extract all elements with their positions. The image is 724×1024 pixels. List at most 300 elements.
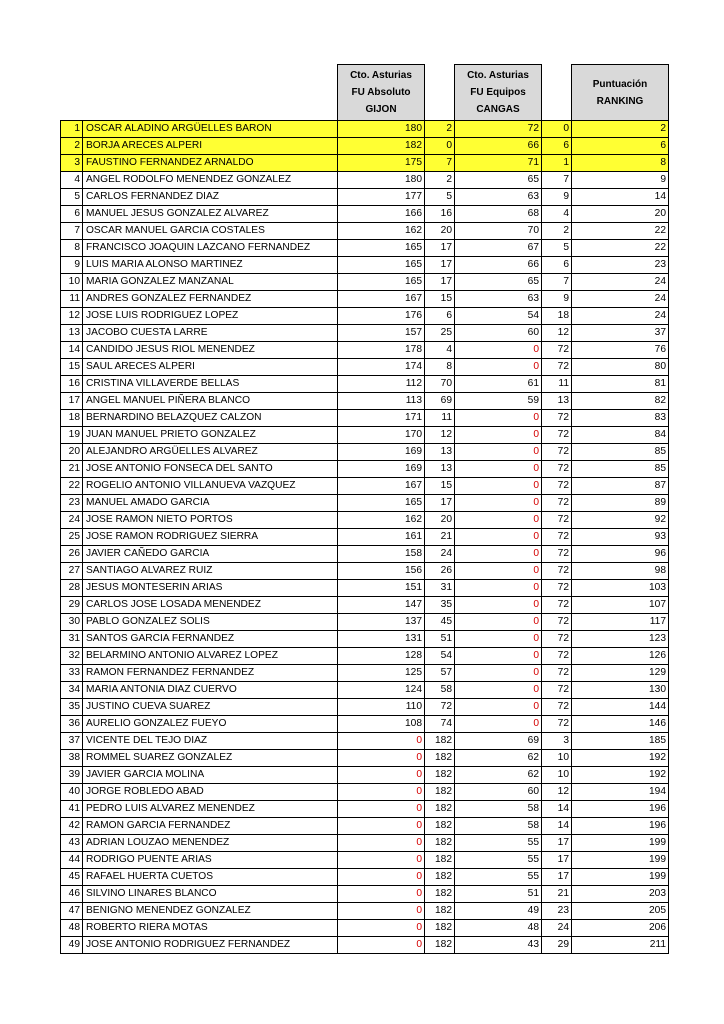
fu-absoluto-score: 167 — [338, 291, 425, 308]
table-row — [61, 597, 669, 614]
fu-absoluto-score: 156 — [338, 563, 425, 580]
fu-equipos-score: 65 — [455, 274, 542, 291]
fu-absoluto-points: 54 — [425, 648, 455, 665]
player-name: CARLOS FERNANDEZ DIAZ — [83, 189, 338, 206]
ranking-points: 117 — [572, 614, 669, 631]
player-name: FRANCISCO JOAQUIN LAZCANO FERNANDEZ — [83, 240, 338, 257]
ranking-points: 87 — [572, 478, 669, 495]
fu-absoluto-points: 15 — [425, 291, 455, 308]
table-row — [61, 138, 669, 155]
fu-equipos-points: 7 — [542, 274, 572, 291]
fu-equipos-score: 0 — [455, 495, 542, 512]
rank-position: 38 — [61, 750, 83, 767]
ranking-points: 107 — [572, 597, 669, 614]
fu-absoluto-points: 24 — [425, 546, 455, 563]
player-name: BORJA ARECES ALPERI — [83, 138, 338, 155]
ranking-points: 37 — [572, 325, 669, 342]
header-fu-absoluto — [338, 65, 425, 121]
fu-absoluto-points: 182 — [425, 920, 455, 937]
fu-equipos-points: 3 — [542, 733, 572, 750]
fu-equipos-score: 71 — [455, 155, 542, 172]
player-name: JOSE LUIS RODRIGUEZ LOPEZ — [83, 308, 338, 325]
fu-absoluto-score: 0 — [338, 818, 425, 835]
player-name: SANTIAGO ALVAREZ RUIZ — [83, 563, 338, 580]
fu-equipos-score: 62 — [455, 750, 542, 767]
rank-position: 48 — [61, 920, 83, 937]
fu-equipos-points: 72 — [542, 665, 572, 682]
ranking-points: 83 — [572, 410, 669, 427]
ranking-points: 185 — [572, 733, 669, 750]
table-row — [61, 937, 669, 954]
fu-equipos-score: 68 — [455, 206, 542, 223]
fu-absoluto-points: 13 — [425, 461, 455, 478]
fu-equipos-score: 62 — [455, 767, 542, 784]
fu-absoluto-points: 7 — [425, 155, 455, 172]
ranking-points: 205 — [572, 903, 669, 920]
fu-absoluto-score: 0 — [338, 852, 425, 869]
table-row — [61, 121, 669, 138]
table-row — [61, 393, 669, 410]
fu-absoluto-score: 131 — [338, 631, 425, 648]
fu-equipos-score: 58 — [455, 801, 542, 818]
fu-equipos-score: 63 — [455, 291, 542, 308]
fu-equipos-score: 0 — [455, 546, 542, 563]
rank-position: 2 — [61, 138, 83, 155]
rank-position: 36 — [61, 716, 83, 733]
fu-absoluto-score: 0 — [338, 801, 425, 818]
fu-absoluto-points: 25 — [425, 325, 455, 342]
fu-absoluto-points: 45 — [425, 614, 455, 631]
ranking-points: 22 — [572, 240, 669, 257]
table-row — [61, 631, 669, 648]
player-name: SILVINO LINARES BLANCO — [83, 886, 338, 903]
player-name: AURELIO GONZALEZ FUEYO — [83, 716, 338, 733]
fu-absoluto-points: 58 — [425, 682, 455, 699]
fu-equipos-score: 0 — [455, 716, 542, 733]
rank-position: 49 — [61, 937, 83, 954]
table-row — [61, 461, 669, 478]
fu-absoluto-points: 5 — [425, 189, 455, 206]
fu-absoluto-points: 74 — [425, 716, 455, 733]
ranking-points: 196 — [572, 801, 669, 818]
ranking-points: 85 — [572, 461, 669, 478]
fu-absoluto-points: 31 — [425, 580, 455, 597]
table-row — [61, 478, 669, 495]
fu-equipos-points: 72 — [542, 716, 572, 733]
player-name: LUIS MARIA ALONSO MARTINEZ — [83, 257, 338, 274]
player-name: SAUL ARECES ALPERI — [83, 359, 338, 376]
fu-equipos-points: 12 — [542, 325, 572, 342]
fu-absoluto-score: 177 — [338, 189, 425, 206]
table-row — [61, 903, 669, 920]
fu-equipos-score: 0 — [455, 427, 542, 444]
table-row — [61, 716, 669, 733]
table-row — [61, 359, 669, 376]
header-line: Puntuación — [592, 78, 648, 90]
fu-absoluto-points: 182 — [425, 733, 455, 750]
fu-equipos-score: 59 — [455, 393, 542, 410]
table-row — [61, 342, 669, 359]
fu-equipos-points: 17 — [542, 869, 572, 886]
ranking-points: 84 — [572, 427, 669, 444]
fu-equipos-points: 72 — [542, 444, 572, 461]
table-row — [61, 189, 669, 206]
ranking-points: 211 — [572, 937, 669, 954]
fu-absoluto-score: 137 — [338, 614, 425, 631]
fu-absoluto-score: 108 — [338, 716, 425, 733]
header-fu-equipos — [455, 65, 542, 121]
player-name: ALEJANDRO ARGÜELLES ALVAREZ — [83, 444, 338, 461]
header-line: Cto. Asturias — [467, 70, 529, 81]
table-row — [61, 665, 669, 682]
ranking-points: 24 — [572, 291, 669, 308]
rank-position: 29 — [61, 597, 83, 614]
player-name: RODRIGO PUENTE ARIAS — [83, 852, 338, 869]
player-name: JOSE RAMON NIETO PORTOS — [83, 512, 338, 529]
player-name: JAVIER GARCIA MOLINA — [83, 767, 338, 784]
rank-position: 11 — [61, 291, 83, 308]
fu-equipos-score: 0 — [455, 648, 542, 665]
fu-absoluto-points: 26 — [425, 563, 455, 580]
fu-equipos-score: 0 — [455, 342, 542, 359]
fu-absoluto-points: 72 — [425, 699, 455, 716]
fu-equipos-points: 13 — [542, 393, 572, 410]
rank-position: 16 — [61, 376, 83, 393]
fu-absoluto-score: 0 — [338, 767, 425, 784]
table-row — [61, 920, 669, 937]
rank-position: 1 — [61, 121, 83, 138]
rank-position: 22 — [61, 478, 83, 495]
fu-equipos-points: 7 — [542, 172, 572, 189]
fu-absoluto-score: 0 — [338, 784, 425, 801]
ranking-points: 81 — [572, 376, 669, 393]
fu-equipos-score: 66 — [455, 257, 542, 274]
ranking-points: 2 — [572, 121, 669, 138]
rank-position: 31 — [61, 631, 83, 648]
fu-equipos-points: 72 — [542, 512, 572, 529]
player-name: BELARMINO ANTONIO ALVAREZ LOPEZ — [83, 648, 338, 665]
fu-absoluto-points: 8 — [425, 359, 455, 376]
fu-equipos-score: 0 — [455, 512, 542, 529]
fu-absoluto-score: 162 — [338, 512, 425, 529]
player-name: MANUEL JESUS GONZALEZ ALVAREZ — [83, 206, 338, 223]
fu-absoluto-score: 128 — [338, 648, 425, 665]
ranking-points: 80 — [572, 359, 669, 376]
fu-absoluto-score: 169 — [338, 444, 425, 461]
rank-position: 5 — [61, 189, 83, 206]
fu-absoluto-points: 4 — [425, 342, 455, 359]
fu-absoluto-score: 151 — [338, 580, 425, 597]
table-row — [61, 223, 669, 240]
ranking-points: 8 — [572, 155, 669, 172]
fu-equipos-points: 72 — [542, 359, 572, 376]
rank-position: 25 — [61, 529, 83, 546]
rank-position: 42 — [61, 818, 83, 835]
rank-position: 19 — [61, 427, 83, 444]
table-row — [61, 495, 669, 512]
table-row — [61, 852, 669, 869]
fu-absoluto-score: 124 — [338, 682, 425, 699]
fu-absoluto-points: 182 — [425, 801, 455, 818]
ranking-points: 203 — [572, 886, 669, 903]
fu-absoluto-points: 69 — [425, 393, 455, 410]
fu-absoluto-score: 0 — [338, 903, 425, 920]
ranking-points: 129 — [572, 665, 669, 682]
rank-position: 27 — [61, 563, 83, 580]
fu-absoluto-points: 182 — [425, 818, 455, 835]
player-name: PABLO GONZALEZ SOLIS — [83, 614, 338, 631]
player-name: FAUSTINO FERNANDEZ ARNALDO — [83, 155, 338, 172]
player-name: JUAN MANUEL PRIETO GONZALEZ — [83, 427, 338, 444]
player-name: ROMMEL SUAREZ GONZALEZ — [83, 750, 338, 767]
table-row — [61, 733, 669, 750]
fu-absoluto-score: 174 — [338, 359, 425, 376]
rank-position: 35 — [61, 699, 83, 716]
fu-absoluto-points: 182 — [425, 767, 455, 784]
ranking-points: 146 — [572, 716, 669, 733]
table-rows — [61, 121, 669, 954]
ranking-points: 96 — [572, 546, 669, 563]
fu-equipos-points: 72 — [542, 478, 572, 495]
player-name: CARLOS JOSE LOSADA MENENDEZ — [83, 597, 338, 614]
fu-equipos-score: 72 — [455, 121, 542, 138]
player-name: RAMON GARCIA FERNANDEZ — [83, 818, 338, 835]
fu-absoluto-score: 0 — [338, 886, 425, 903]
fu-equipos-points: 72 — [542, 597, 572, 614]
fu-absoluto-points: 35 — [425, 597, 455, 614]
fu-absoluto-points: 0 — [425, 138, 455, 155]
ranking-points: 103 — [572, 580, 669, 597]
ranking-points: 130 — [572, 682, 669, 699]
fu-equipos-score: 0 — [455, 682, 542, 699]
fu-equipos-score: 55 — [455, 852, 542, 869]
player-name: MARIA GONZALEZ MANZANAL — [83, 274, 338, 291]
ranking-points: 199 — [572, 835, 669, 852]
player-name: ROGELIO ANTONIO VILLANUEVA VAZQUEZ — [83, 478, 338, 495]
fu-equipos-score: 0 — [455, 461, 542, 478]
fu-equipos-points: 17 — [542, 852, 572, 869]
fu-equipos-score: 61 — [455, 376, 542, 393]
fu-equipos-score: 67 — [455, 240, 542, 257]
fu-absoluto-score: 176 — [338, 308, 425, 325]
rank-position: 41 — [61, 801, 83, 818]
header-line: CANGAS — [476, 104, 520, 115]
fu-equipos-points: 12 — [542, 784, 572, 801]
rank-position: 20 — [61, 444, 83, 461]
table-row — [61, 325, 669, 342]
player-name: JESUS MONTESERIN ARIAS — [83, 580, 338, 597]
fu-equipos-points: 9 — [542, 291, 572, 308]
player-name: JOSE ANTONIO RODRIGUEZ FERNANDEZ — [83, 937, 338, 954]
rank-position: 26 — [61, 546, 83, 563]
header-line: FU Absoluto — [351, 87, 411, 98]
table-row — [61, 614, 669, 631]
table-row — [61, 546, 669, 563]
fu-equipos-score: 48 — [455, 920, 542, 937]
fu-equipos-points: 72 — [542, 580, 572, 597]
ranking-points: 199 — [572, 852, 669, 869]
fu-absoluto-score: 0 — [338, 920, 425, 937]
player-name: ANGEL RODOLFO MENENDEZ GONZALEZ — [83, 172, 338, 189]
fu-absoluto-points: 6 — [425, 308, 455, 325]
fu-absoluto-score: 0 — [338, 835, 425, 852]
fu-absoluto-points: 20 — [425, 512, 455, 529]
rank-position: 12 — [61, 308, 83, 325]
fu-equipos-score: 65 — [455, 172, 542, 189]
player-name: ANGEL MANUEL PIÑERA BLANCO — [83, 393, 338, 410]
fu-equipos-score: 0 — [455, 665, 542, 682]
table-row — [61, 682, 669, 699]
fu-equipos-points: 72 — [542, 614, 572, 631]
table-row — [61, 580, 669, 597]
table-row — [61, 274, 669, 291]
header-line: GIJON — [365, 104, 397, 115]
fu-absoluto-points: 182 — [425, 750, 455, 767]
player-name: JACOBO CUESTA LARRE — [83, 325, 338, 342]
rank-position: 24 — [61, 512, 83, 529]
table-row — [61, 410, 669, 427]
player-name: CANDIDO JESUS RIOL MENENDEZ — [83, 342, 338, 359]
rank-position: 32 — [61, 648, 83, 665]
table-row — [61, 376, 669, 393]
rank-position: 33 — [61, 665, 83, 682]
player-name: BENIGNO MENENDEZ GONZALEZ — [83, 903, 338, 920]
fu-equipos-points: 29 — [542, 937, 572, 954]
fu-equipos-points: 9 — [542, 189, 572, 206]
fu-equipos-points: 4 — [542, 206, 572, 223]
table-row — [61, 648, 669, 665]
fu-absoluto-score: 178 — [338, 342, 425, 359]
table-row — [61, 750, 669, 767]
fu-absoluto-score: 113 — [338, 393, 425, 410]
player-name: PEDRO LUIS ALVAREZ MENENDEZ — [83, 801, 338, 818]
rank-position: 17 — [61, 393, 83, 410]
table-row — [61, 206, 669, 223]
player-name: MARIA ANTONIA DIAZ CUERVO — [83, 682, 338, 699]
fu-equipos-points: 23 — [542, 903, 572, 920]
fu-absoluto-score: 125 — [338, 665, 425, 682]
fu-equipos-score: 63 — [455, 189, 542, 206]
fu-equipos-points: 72 — [542, 648, 572, 665]
fu-equipos-points: 1 — [542, 155, 572, 172]
fu-equipos-score: 0 — [455, 563, 542, 580]
player-name: MANUEL AMADO GARCIA — [83, 495, 338, 512]
player-name: ROBERTO RIERA MOTAS — [83, 920, 338, 937]
fu-absoluto-score: 166 — [338, 206, 425, 223]
ranking-points: 199 — [572, 869, 669, 886]
table-row — [61, 784, 669, 801]
fu-equipos-points: 21 — [542, 886, 572, 903]
fu-absoluto-points: 13 — [425, 444, 455, 461]
fu-absoluto-score: 165 — [338, 240, 425, 257]
fu-equipos-score: 0 — [455, 699, 542, 716]
fu-absoluto-points: 17 — [425, 257, 455, 274]
rank-position: 44 — [61, 852, 83, 869]
table-row — [61, 699, 669, 716]
fu-absoluto-points: 15 — [425, 478, 455, 495]
header-line: Cto. Asturias — [350, 70, 412, 81]
table-row — [61, 240, 669, 257]
table-row — [61, 257, 669, 274]
fu-equipos-score: 0 — [455, 478, 542, 495]
ranking-points: 22 — [572, 223, 669, 240]
fu-equipos-score: 60 — [455, 784, 542, 801]
fu-absoluto-points: 21 — [425, 529, 455, 546]
player-name: OSCAR MANUEL GARCIA COSTALES — [83, 223, 338, 240]
player-name: RAMON FERNANDEZ FERNANDEZ — [83, 665, 338, 682]
fu-equipos-points: 72 — [542, 461, 572, 478]
rank-position: 47 — [61, 903, 83, 920]
ranking-points: 9 — [572, 172, 669, 189]
fu-absoluto-points: 182 — [425, 784, 455, 801]
table-row — [61, 835, 669, 852]
fu-absoluto-points: 20 — [425, 223, 455, 240]
ranking-points: 82 — [572, 393, 669, 410]
fu-absoluto-points: 17 — [425, 240, 455, 257]
fu-equipos-points: 24 — [542, 920, 572, 937]
fu-equipos-points: 11 — [542, 376, 572, 393]
fu-equipos-points: 14 — [542, 801, 572, 818]
rank-position: 14 — [61, 342, 83, 359]
fu-equipos-score: 0 — [455, 631, 542, 648]
player-name: JOSE ANTONIO FONSECA DEL SANTO — [83, 461, 338, 478]
rank-position: 45 — [61, 869, 83, 886]
player-name: JORGE ROBLEDO ABAD — [83, 784, 338, 801]
fu-equipos-score: 0 — [455, 410, 542, 427]
ranking-points: 126 — [572, 648, 669, 665]
fu-absoluto-points: 182 — [425, 852, 455, 869]
fu-absoluto-score: 170 — [338, 427, 425, 444]
fu-absoluto-score: 0 — [338, 733, 425, 750]
table-row — [61, 767, 669, 784]
fu-equipos-points: 10 — [542, 750, 572, 767]
fu-absoluto-score: 0 — [338, 937, 425, 954]
ranking-points: 89 — [572, 495, 669, 512]
rank-position: 15 — [61, 359, 83, 376]
fu-absoluto-score: 169 — [338, 461, 425, 478]
ranking-points: 192 — [572, 750, 669, 767]
player-name: JOSE RAMON RODRIGUEZ SIERRA — [83, 529, 338, 546]
fu-absoluto-points: 182 — [425, 835, 455, 852]
rank-position: 18 — [61, 410, 83, 427]
rank-position: 39 — [61, 767, 83, 784]
fu-absoluto-score: 0 — [338, 869, 425, 886]
fu-absoluto-points: 17 — [425, 495, 455, 512]
fu-equipos-points: 0 — [542, 121, 572, 138]
rank-position: 23 — [61, 495, 83, 512]
player-name: RAFAEL HUERTA CUETOS — [83, 869, 338, 886]
rank-position: 4 — [61, 172, 83, 189]
fu-equipos-points: 2 — [542, 223, 572, 240]
ranking-points: 76 — [572, 342, 669, 359]
fu-absoluto-score: 0 — [338, 750, 425, 767]
ranking-points: 98 — [572, 563, 669, 580]
rank-position: 40 — [61, 784, 83, 801]
table-row — [61, 308, 669, 325]
fu-equipos-points: 6 — [542, 138, 572, 155]
fu-absoluto-points: 51 — [425, 631, 455, 648]
rank-position: 13 — [61, 325, 83, 342]
fu-absoluto-score: 180 — [338, 172, 425, 189]
fu-absoluto-score: 147 — [338, 597, 425, 614]
table-row — [61, 886, 669, 903]
player-name: ANDRES GONZALEZ FERNANDEZ — [83, 291, 338, 308]
rank-position: 43 — [61, 835, 83, 852]
rank-position: 30 — [61, 614, 83, 631]
fu-equipos-score: 58 — [455, 818, 542, 835]
fu-absoluto-score: 162 — [338, 223, 425, 240]
fu-absoluto-score: 175 — [338, 155, 425, 172]
